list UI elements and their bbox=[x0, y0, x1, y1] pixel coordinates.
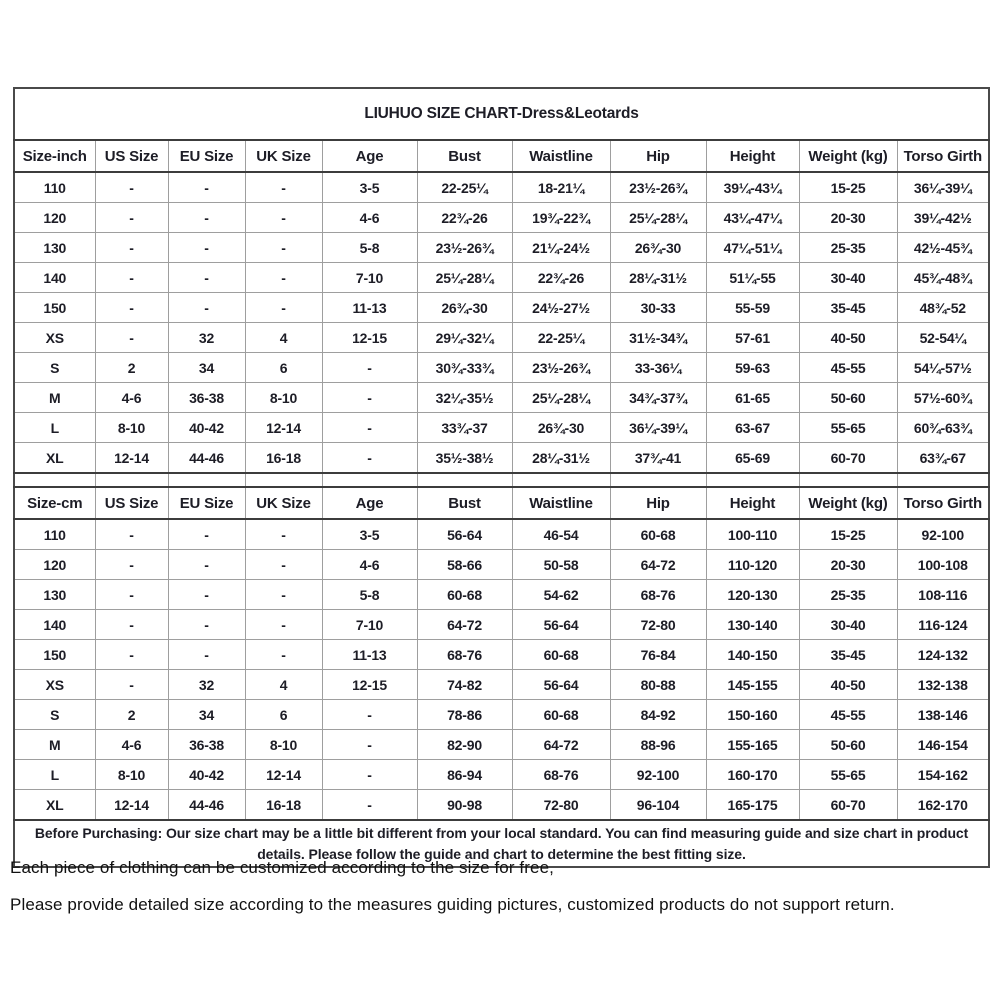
table-cell: 5-8 bbox=[322, 580, 417, 610]
table-cell: 44-46 bbox=[168, 790, 245, 821]
size-label: 110 bbox=[14, 172, 95, 203]
table-cell: - bbox=[95, 293, 168, 323]
table-cell: 90-98 bbox=[417, 790, 512, 821]
cm-header-row bbox=[14, 487, 989, 519]
table-cell: 3-5 bbox=[322, 519, 417, 550]
table-cell: 146-154 bbox=[897, 730, 989, 760]
table-cell: 12-14 bbox=[95, 790, 168, 821]
table-cell: 86-94 bbox=[417, 760, 512, 790]
size-label: XL bbox=[14, 443, 95, 474]
customization-note-line-2: Please provide detailed size according to the measures guiding pictures, customized products do not support return. bbox=[10, 895, 895, 914]
size-label: 140 bbox=[14, 610, 95, 640]
cm-size-row bbox=[14, 700, 989, 730]
table-cell: 34¾-37¾ bbox=[610, 383, 706, 413]
table-cell: 4 bbox=[245, 323, 322, 353]
size-label: 150 bbox=[14, 293, 95, 323]
table-cell: 20-30 bbox=[799, 203, 897, 233]
column-header-inch-1: US Size bbox=[95, 140, 168, 172]
table-cell: 8-10 bbox=[245, 730, 322, 760]
table-cell: 162-170 bbox=[897, 790, 989, 821]
table-cell: 64-72 bbox=[512, 730, 610, 760]
table-cell: 8-10 bbox=[245, 383, 322, 413]
table-cell: 40-42 bbox=[168, 760, 245, 790]
table-cell: 29¼-32¼ bbox=[417, 323, 512, 353]
table-cell: 26¾-30 bbox=[610, 233, 706, 263]
table-cell: 34 bbox=[168, 353, 245, 383]
table-cell: 154-162 bbox=[897, 760, 989, 790]
table-cell: 120-130 bbox=[706, 580, 799, 610]
table-cell: 11-13 bbox=[322, 293, 417, 323]
table-cell: 20-30 bbox=[799, 550, 897, 580]
table-cell: 60¾-63¾ bbox=[897, 413, 989, 443]
column-header-inch-4: Age bbox=[322, 140, 417, 172]
table-cell: 16-18 bbox=[245, 443, 322, 474]
table-cell: 39¼-42½ bbox=[897, 203, 989, 233]
size-label: 130 bbox=[14, 233, 95, 263]
table-cell: - bbox=[168, 263, 245, 293]
table-cell: 68-76 bbox=[417, 640, 512, 670]
table-cell: - bbox=[245, 233, 322, 263]
table-cell: 3-5 bbox=[322, 172, 417, 203]
table-cell: 22¾-26 bbox=[417, 203, 512, 233]
size-label: XL bbox=[14, 790, 95, 821]
table-cell: 37¾-41 bbox=[610, 443, 706, 474]
table-cell: 30¾-33¾ bbox=[417, 353, 512, 383]
table-cell: - bbox=[95, 670, 168, 700]
table-cell: 58-66 bbox=[417, 550, 512, 580]
table-cell: - bbox=[322, 700, 417, 730]
table-cell: 40-50 bbox=[799, 323, 897, 353]
inch-size-row bbox=[14, 233, 989, 263]
table-cell: 165-175 bbox=[706, 790, 799, 821]
table-cell: 22¾-26 bbox=[512, 263, 610, 293]
table-cell: 15-25 bbox=[799, 172, 897, 203]
table-cell: 4-6 bbox=[322, 550, 417, 580]
table-cell: 2 bbox=[95, 353, 168, 383]
table-cell: 45-55 bbox=[799, 700, 897, 730]
column-header-cm-5: Bust bbox=[417, 487, 512, 519]
cm-size-row bbox=[14, 610, 989, 640]
table-cell: 32¼-35½ bbox=[417, 383, 512, 413]
table-cell: 26¾-30 bbox=[417, 293, 512, 323]
table-cell: 63-67 bbox=[706, 413, 799, 443]
table-cell: 30-40 bbox=[799, 610, 897, 640]
table-cell: - bbox=[322, 760, 417, 790]
table-cell: 138-146 bbox=[897, 700, 989, 730]
table-cell: 61-65 bbox=[706, 383, 799, 413]
table-cell: 57-61 bbox=[706, 323, 799, 353]
table-cell: 12-15 bbox=[322, 670, 417, 700]
column-header-cm-1: US Size bbox=[95, 487, 168, 519]
table-cell: 124-132 bbox=[897, 640, 989, 670]
table-cell: 50-60 bbox=[799, 730, 897, 760]
table-cell: 8-10 bbox=[95, 760, 168, 790]
table-cell: 80-88 bbox=[610, 670, 706, 700]
size-label: S bbox=[14, 353, 95, 383]
table-cell: - bbox=[322, 413, 417, 443]
table-cell: - bbox=[245, 550, 322, 580]
table-cell: 21¼-24½ bbox=[512, 233, 610, 263]
table-cell: - bbox=[322, 383, 417, 413]
table-cell: 4-6 bbox=[322, 203, 417, 233]
column-header-inch-3: UK Size bbox=[245, 140, 322, 172]
table-cell: 23½-26¾ bbox=[610, 172, 706, 203]
table-cell: - bbox=[95, 580, 168, 610]
table-cell: 22-25¼ bbox=[512, 323, 610, 353]
table-cell: - bbox=[245, 172, 322, 203]
column-header-inch-7: Hip bbox=[610, 140, 706, 172]
table-cell: 28¼-31½ bbox=[610, 263, 706, 293]
table-cell: 50-60 bbox=[799, 383, 897, 413]
table-cell: 46-54 bbox=[512, 519, 610, 550]
column-header-inch-5: Bust bbox=[417, 140, 512, 172]
size-label: L bbox=[14, 413, 95, 443]
table-cell: 32 bbox=[168, 323, 245, 353]
table-cell: 25-35 bbox=[799, 233, 897, 263]
cm-size-row bbox=[14, 730, 989, 760]
gap-cell bbox=[897, 473, 989, 487]
table-cell: 110-120 bbox=[706, 550, 799, 580]
table-cell: - bbox=[168, 640, 245, 670]
table-cell: 100-108 bbox=[897, 550, 989, 580]
table-cell: 6 bbox=[245, 700, 322, 730]
cm-size-row bbox=[14, 670, 989, 700]
table-cell: 60-70 bbox=[799, 443, 897, 474]
chart-title-row bbox=[14, 88, 989, 140]
table-cell: 25¼-28¼ bbox=[610, 203, 706, 233]
table-cell: 32 bbox=[168, 670, 245, 700]
table-cell: 6 bbox=[245, 353, 322, 383]
column-header-inch-0: Size-inch bbox=[14, 140, 95, 172]
gap-cell bbox=[168, 473, 245, 487]
table-cell: 60-68 bbox=[512, 700, 610, 730]
column-header-inch-2: EU Size bbox=[168, 140, 245, 172]
table-cell: 33¾-37 bbox=[417, 413, 512, 443]
table-cell: 56-64 bbox=[512, 610, 610, 640]
table-cell: - bbox=[245, 580, 322, 610]
table-cell: 7-10 bbox=[322, 263, 417, 293]
size-label: M bbox=[14, 730, 95, 760]
column-header-inch-6: Waistline bbox=[512, 140, 610, 172]
table-cell: 44-46 bbox=[168, 443, 245, 474]
table-cell: 35-45 bbox=[799, 640, 897, 670]
table-cell: 68-76 bbox=[512, 760, 610, 790]
table-cell: 63¾-67 bbox=[897, 443, 989, 474]
size-label: 150 bbox=[14, 640, 95, 670]
table-cell: 36-38 bbox=[168, 383, 245, 413]
table-cell: 40-50 bbox=[799, 670, 897, 700]
size-label: XS bbox=[14, 323, 95, 353]
table-cell: - bbox=[168, 580, 245, 610]
table-cell: 45¾-48¾ bbox=[897, 263, 989, 293]
table-cell: - bbox=[95, 610, 168, 640]
table-cell: 54-62 bbox=[512, 580, 610, 610]
gap-cell bbox=[610, 473, 706, 487]
table-cell: - bbox=[245, 640, 322, 670]
column-header-cm-3: UK Size bbox=[245, 487, 322, 519]
table-cell: - bbox=[245, 519, 322, 550]
table-cell: 55-65 bbox=[799, 760, 897, 790]
table-cell: 76-84 bbox=[610, 640, 706, 670]
table-cell: 65-69 bbox=[706, 443, 799, 474]
table-cell: 116-124 bbox=[897, 610, 989, 640]
table-cell: 52-54¼ bbox=[897, 323, 989, 353]
table-cell: - bbox=[322, 790, 417, 821]
inch-size-row bbox=[14, 293, 989, 323]
table-cell: - bbox=[322, 730, 417, 760]
inch-size-row bbox=[14, 203, 989, 233]
table-cell: 60-68 bbox=[512, 640, 610, 670]
table-cell: 28¼-31½ bbox=[512, 443, 610, 474]
table-cell: 4-6 bbox=[95, 730, 168, 760]
table-cell: 74-82 bbox=[417, 670, 512, 700]
table-cell: 82-90 bbox=[417, 730, 512, 760]
column-header-cm-7: Hip bbox=[610, 487, 706, 519]
gap-cell bbox=[95, 473, 168, 487]
size-label: 130 bbox=[14, 580, 95, 610]
table-cell: 5-8 bbox=[322, 233, 417, 263]
table-cell: - bbox=[95, 172, 168, 203]
size-label: S bbox=[14, 700, 95, 730]
table-cell: - bbox=[95, 550, 168, 580]
gap-cell bbox=[799, 473, 897, 487]
gap-cell bbox=[512, 473, 610, 487]
table-cell: 39¼-43¼ bbox=[706, 172, 799, 203]
column-header-inch-8: Height bbox=[706, 140, 799, 172]
table-cell: - bbox=[95, 640, 168, 670]
table-cell: - bbox=[168, 519, 245, 550]
table-cell: 7-10 bbox=[322, 610, 417, 640]
column-header-cm-10: Torso Girth bbox=[897, 487, 989, 519]
table-cell: 16-18 bbox=[245, 790, 322, 821]
inch-size-row bbox=[14, 443, 989, 474]
gap-cell bbox=[245, 473, 322, 487]
table-cell: 23½-26¾ bbox=[417, 233, 512, 263]
table-cell: 60-68 bbox=[417, 580, 512, 610]
table-cell: 60-70 bbox=[799, 790, 897, 821]
table-cell: - bbox=[168, 610, 245, 640]
table-cell: 4-6 bbox=[95, 383, 168, 413]
inch-size-row bbox=[14, 172, 989, 203]
size-label: 120 bbox=[14, 550, 95, 580]
table-cell: 47¼-51¼ bbox=[706, 233, 799, 263]
table-cell: 19¾-22¾ bbox=[512, 203, 610, 233]
table-cell: 18-21¼ bbox=[512, 172, 610, 203]
cm-size-row bbox=[14, 790, 989, 821]
cm-size-row bbox=[14, 580, 989, 610]
section-gap-row bbox=[14, 473, 989, 487]
size-label: XS bbox=[14, 670, 95, 700]
gap-cell bbox=[322, 473, 417, 487]
cm-size-row bbox=[14, 550, 989, 580]
table-cell: 55-65 bbox=[799, 413, 897, 443]
table-cell: 55-59 bbox=[706, 293, 799, 323]
table-cell: 68-76 bbox=[610, 580, 706, 610]
table-cell: 132-138 bbox=[897, 670, 989, 700]
chart-title: LIUHUO SIZE CHART-Dress&Leotards bbox=[14, 88, 989, 140]
table-cell: 43¼-47¼ bbox=[706, 203, 799, 233]
column-header-inch-9: Weight (kg) bbox=[799, 140, 897, 172]
table-cell: - bbox=[95, 519, 168, 550]
table-cell: - bbox=[322, 353, 417, 383]
inch-header-row bbox=[14, 140, 989, 172]
table-cell: 45-55 bbox=[799, 353, 897, 383]
table-cell: 12-15 bbox=[322, 323, 417, 353]
table-cell: 12-14 bbox=[245, 413, 322, 443]
size-label: L bbox=[14, 760, 95, 790]
table-cell: - bbox=[95, 203, 168, 233]
inch-size-row bbox=[14, 323, 989, 353]
table-cell: 40-42 bbox=[168, 413, 245, 443]
size-label: 140 bbox=[14, 263, 95, 293]
column-header-cm-9: Weight (kg) bbox=[799, 487, 897, 519]
table-cell: - bbox=[168, 293, 245, 323]
table-cell: - bbox=[168, 172, 245, 203]
table-cell: 56-64 bbox=[417, 519, 512, 550]
column-header-cm-0: Size-cm bbox=[14, 487, 95, 519]
column-header-cm-4: Age bbox=[322, 487, 417, 519]
table-cell: 54¼-57½ bbox=[897, 353, 989, 383]
table-cell: 57½-60¾ bbox=[897, 383, 989, 413]
table-cell: - bbox=[245, 293, 322, 323]
table-cell: - bbox=[168, 550, 245, 580]
table-cell: 12-14 bbox=[245, 760, 322, 790]
table-cell: 140-150 bbox=[706, 640, 799, 670]
table-cell: 72-80 bbox=[512, 790, 610, 821]
table-cell: 12-14 bbox=[95, 443, 168, 474]
table-cell: - bbox=[322, 443, 417, 474]
table-cell: 78-86 bbox=[417, 700, 512, 730]
table-cell: 26¾-30 bbox=[512, 413, 610, 443]
size-label: M bbox=[14, 383, 95, 413]
gap-cell bbox=[706, 473, 799, 487]
table-cell: 8-10 bbox=[95, 413, 168, 443]
table-cell: 160-170 bbox=[706, 760, 799, 790]
purchase-note: Before Purchasing: Our size chart may be a little bit different from your local standard. You can find measuring guide and size chart in product details. Please follow the guide and chart to determine the best fitting size. bbox=[14, 820, 989, 867]
table-cell: - bbox=[95, 323, 168, 353]
table-cell: 96-104 bbox=[610, 790, 706, 821]
gap-cell bbox=[417, 473, 512, 487]
table-cell: 51¼-55 bbox=[706, 263, 799, 293]
table-cell: 36-38 bbox=[168, 730, 245, 760]
table-cell: 56-64 bbox=[512, 670, 610, 700]
table-cell: 150-160 bbox=[706, 700, 799, 730]
table-cell: - bbox=[245, 203, 322, 233]
table-cell: 23½-26¾ bbox=[512, 353, 610, 383]
table-cell: 35-45 bbox=[799, 293, 897, 323]
table-cell: 50-58 bbox=[512, 550, 610, 580]
table-cell: 92-100 bbox=[897, 519, 989, 550]
table-cell: 100-110 bbox=[706, 519, 799, 550]
table-cell: 145-155 bbox=[706, 670, 799, 700]
table-cell: 92-100 bbox=[610, 760, 706, 790]
table-cell: - bbox=[95, 233, 168, 263]
table-cell: 34 bbox=[168, 700, 245, 730]
inch-size-row bbox=[14, 383, 989, 413]
customization-notes bbox=[10, 858, 995, 932]
cm-size-row bbox=[14, 640, 989, 670]
size-label: 110 bbox=[14, 519, 95, 550]
table-cell: 2 bbox=[95, 700, 168, 730]
table-cell: - bbox=[245, 263, 322, 293]
table-cell: - bbox=[95, 263, 168, 293]
table-cell: 31½-34¾ bbox=[610, 323, 706, 353]
column-header-cm-6: Waistline bbox=[512, 487, 610, 519]
table-cell: 30-40 bbox=[799, 263, 897, 293]
table-cell: 84-92 bbox=[610, 700, 706, 730]
table-cell: 72-80 bbox=[610, 610, 706, 640]
table-cell: 15-25 bbox=[799, 519, 897, 550]
table-cell: - bbox=[245, 610, 322, 640]
table-cell: 36¼-39¼ bbox=[897, 172, 989, 203]
inch-size-row bbox=[14, 353, 989, 383]
table-cell: 48¾-52 bbox=[897, 293, 989, 323]
column-header-cm-2: EU Size bbox=[168, 487, 245, 519]
table-cell: 64-72 bbox=[417, 610, 512, 640]
table-cell: 11-13 bbox=[322, 640, 417, 670]
table-cell: 24½-27½ bbox=[512, 293, 610, 323]
table-cell: 25-35 bbox=[799, 580, 897, 610]
customization-note-line-1: Each piece of clothing can be customized according to the size for free, bbox=[10, 858, 554, 877]
table-cell: 60-68 bbox=[610, 519, 706, 550]
table-cell: 35½-38½ bbox=[417, 443, 512, 474]
inch-size-row bbox=[14, 413, 989, 443]
table-cell: 88-96 bbox=[610, 730, 706, 760]
table-cell: 59-63 bbox=[706, 353, 799, 383]
column-header-cm-8: Height bbox=[706, 487, 799, 519]
cm-size-row bbox=[14, 519, 989, 550]
inch-size-row bbox=[14, 263, 989, 293]
column-header-inch-10: Torso Girth bbox=[897, 140, 989, 172]
table-cell: 130-140 bbox=[706, 610, 799, 640]
table-cell: 33-36¼ bbox=[610, 353, 706, 383]
cm-size-row bbox=[14, 760, 989, 790]
gap-cell bbox=[14, 473, 95, 487]
table-cell: 108-116 bbox=[897, 580, 989, 610]
table-cell: 155-165 bbox=[706, 730, 799, 760]
table-cell: 36¼-39¼ bbox=[610, 413, 706, 443]
table-cell: 42½-45¾ bbox=[897, 233, 989, 263]
table-cell: 4 bbox=[245, 670, 322, 700]
size-label: 120 bbox=[14, 203, 95, 233]
table-cell: 64-72 bbox=[610, 550, 706, 580]
table-cell: 25¼-28¼ bbox=[417, 263, 512, 293]
table-cell: - bbox=[168, 203, 245, 233]
table-cell: 25¼-28¼ bbox=[512, 383, 610, 413]
size-chart-table bbox=[13, 87, 990, 868]
table-cell: - bbox=[168, 233, 245, 263]
table-cell: 22-25¼ bbox=[417, 172, 512, 203]
table-cell: 30-33 bbox=[610, 293, 706, 323]
